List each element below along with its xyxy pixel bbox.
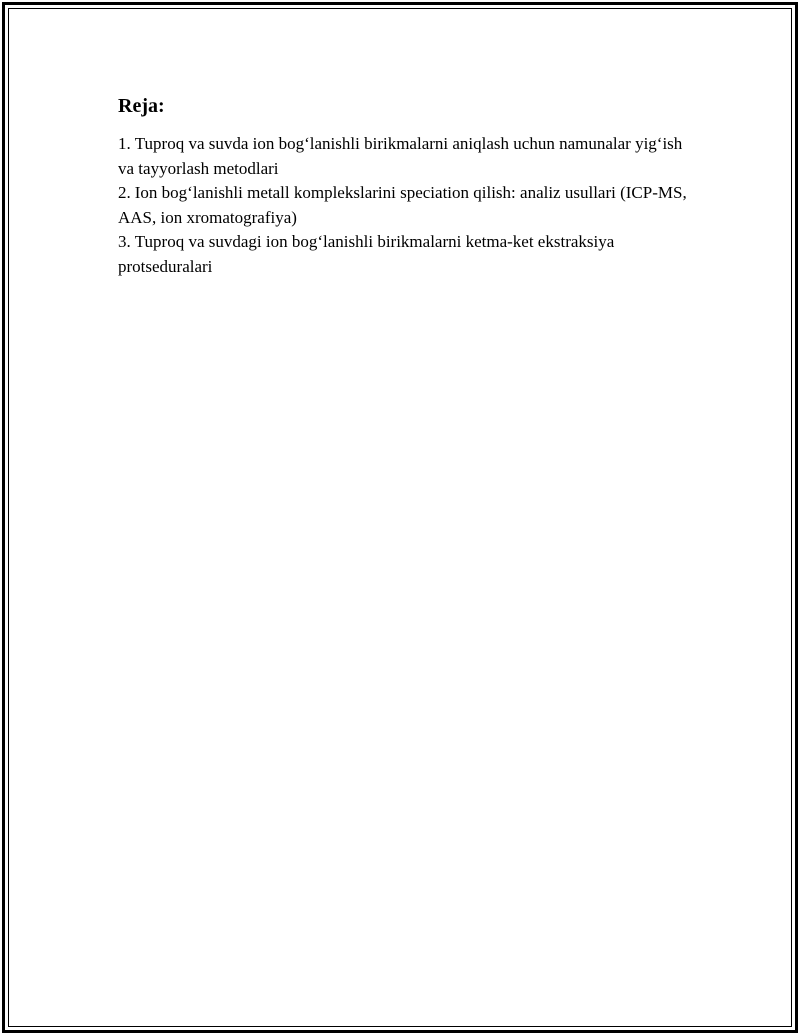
plan-item-1 — [118, 132, 698, 181]
plan-item-number: 3. — [118, 232, 131, 251]
plan-item-text: Ion bog‘lanishli metall komplekslarini speciation qilish: analiz usullari (ICP-MS, AAS, ion xromatografiya) — [118, 183, 687, 227]
plan-item-text: Tuproq va suvda ion bog‘lanishli birikmalarni aniqlash uchun namunalar yig‘ish va tayyorlash metodlari — [118, 134, 683, 178]
plan-item-number: 2. — [118, 183, 131, 202]
plan-heading: Reja: — [118, 95, 165, 117]
plan-item-3 — [118, 230, 698, 279]
plan-item-number: 1. — [118, 134, 131, 153]
plan-item-2 — [118, 181, 698, 230]
plan-item-text: Tuproq va suvdagi ion bog‘lanishli birikmalarni ketma-ket ekstraksiya protseduralari — [118, 232, 615, 276]
plan-list — [118, 132, 698, 279]
document-content — [118, 94, 698, 279]
